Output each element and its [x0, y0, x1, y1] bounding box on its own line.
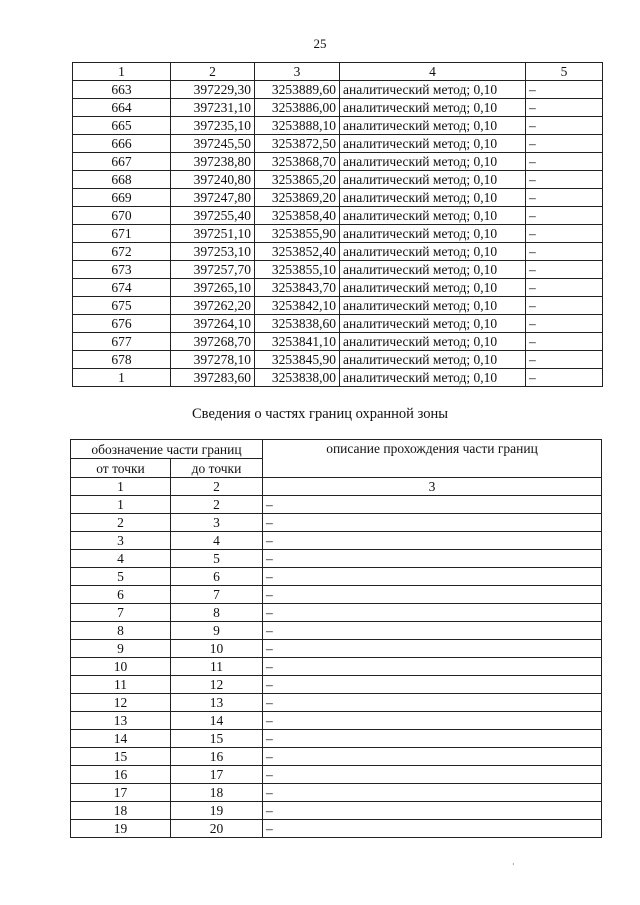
method-accuracy: аналитический метод; 0,10: [340, 243, 526, 261]
header-from-point: от точки: [71, 459, 171, 478]
to-point: 13: [171, 694, 263, 712]
y-coordinate: 3253852,40: [255, 243, 340, 261]
x-coordinate: 397238,80: [171, 153, 255, 171]
table-row: [71, 640, 602, 658]
to-point: 3: [171, 514, 263, 532]
section-title: Сведения о частях границ охранной зоны: [192, 406, 448, 422]
point-number: 665: [73, 117, 171, 135]
description: –: [263, 748, 602, 766]
table-row: [73, 189, 603, 207]
method-accuracy: аналитический метод; 0,10: [340, 189, 526, 207]
from-point: 11: [71, 676, 171, 694]
description: –: [263, 622, 602, 640]
method-accuracy: аналитический метод; 0,10: [340, 135, 526, 153]
from-point: 14: [71, 730, 171, 748]
method-accuracy: аналитический метод; 0,10: [340, 279, 526, 297]
to-point: 11: [171, 658, 263, 676]
from-point: 6: [71, 586, 171, 604]
x-coordinate: 397283,60: [171, 369, 255, 387]
note: –: [526, 135, 603, 153]
y-coordinate: 3253841,10: [255, 333, 340, 351]
to-point: 17: [171, 766, 263, 784]
description: –: [263, 532, 602, 550]
header-row: [71, 440, 602, 459]
note: –: [526, 171, 603, 189]
table-row: [73, 243, 603, 261]
from-point: 9: [71, 640, 171, 658]
note: –: [526, 279, 603, 297]
col-number-5: 5: [526, 63, 603, 81]
description: –: [263, 766, 602, 784]
table-row: [71, 712, 602, 730]
method-accuracy: аналитический метод; 0,10: [340, 207, 526, 225]
x-coordinate: 397229,30: [171, 81, 255, 99]
description: –: [263, 586, 602, 604]
x-coordinate: 397245,50: [171, 135, 255, 153]
from-point: 19: [71, 820, 171, 838]
table-row: [73, 135, 603, 153]
table-row: [71, 550, 602, 568]
method-accuracy: аналитический метод; 0,10: [340, 99, 526, 117]
from-point: 2: [71, 514, 171, 532]
to-point: 15: [171, 730, 263, 748]
table-row: [73, 351, 603, 369]
x-coordinate: 397262,20: [171, 297, 255, 315]
table-row: [71, 676, 602, 694]
method-accuracy: аналитический метод; 0,10: [340, 171, 526, 189]
to-point: 7: [171, 586, 263, 604]
from-point: 12: [71, 694, 171, 712]
description: –: [263, 640, 602, 658]
table-row: [73, 153, 603, 171]
from-point: 10: [71, 658, 171, 676]
description: –: [263, 694, 602, 712]
from-point: 8: [71, 622, 171, 640]
header-group: обозначение части границ: [71, 440, 263, 459]
from-point: 18: [71, 802, 171, 820]
from-point: 13: [71, 712, 171, 730]
table-row: [73, 279, 603, 297]
y-coordinate: 3253838,60: [255, 315, 340, 333]
to-point: 2: [171, 496, 263, 514]
method-accuracy: аналитический метод; 0,10: [340, 225, 526, 243]
note: –: [526, 189, 603, 207]
table-row: [73, 207, 603, 225]
y-coordinate: 3253855,10: [255, 261, 340, 279]
column-number-row: [73, 63, 603, 81]
col-number-2: 2: [171, 63, 255, 81]
description: –: [263, 730, 602, 748]
x-coordinate: 397253,10: [171, 243, 255, 261]
note: –: [526, 261, 603, 279]
x-coordinate: 397231,10: [171, 99, 255, 117]
method-accuracy: аналитический метод; 0,10: [340, 117, 526, 135]
boundary-parts-table: [70, 439, 602, 838]
table-row: [71, 820, 602, 838]
method-accuracy: аналитический метод; 0,10: [340, 351, 526, 369]
table-row: [71, 514, 602, 532]
col-number-1: 1: [71, 478, 171, 496]
point-number: 672: [73, 243, 171, 261]
description: –: [263, 784, 602, 802]
x-coordinate: 397247,80: [171, 189, 255, 207]
table-row: [71, 730, 602, 748]
point-number: 663: [73, 81, 171, 99]
point-number: 674: [73, 279, 171, 297]
description: –: [263, 802, 602, 820]
x-coordinate: 397251,10: [171, 225, 255, 243]
y-coordinate: 3253869,20: [255, 189, 340, 207]
y-coordinate: 3253858,40: [255, 207, 340, 225]
description: –: [263, 550, 602, 568]
from-point: 4: [71, 550, 171, 568]
description: –: [263, 712, 602, 730]
description: –: [263, 514, 602, 532]
to-point: 6: [171, 568, 263, 586]
x-coordinate: 397255,40: [171, 207, 255, 225]
point-number: 664: [73, 99, 171, 117]
description: –: [263, 604, 602, 622]
point-number: 678: [73, 351, 171, 369]
table-row: [73, 315, 603, 333]
coordinates-table: [72, 62, 603, 387]
x-coordinate: 397268,70: [171, 333, 255, 351]
x-coordinate: 397235,10: [171, 117, 255, 135]
method-accuracy: аналитический метод; 0,10: [340, 333, 526, 351]
table-row: [73, 261, 603, 279]
to-point: 8: [171, 604, 263, 622]
note: –: [526, 81, 603, 99]
x-coordinate: 397257,70: [171, 261, 255, 279]
table-row: [71, 766, 602, 784]
note: –: [526, 297, 603, 315]
note: –: [526, 351, 603, 369]
method-accuracy: аналитический метод; 0,10: [340, 369, 526, 387]
header-to-point: до точки: [171, 459, 263, 478]
from-point: 16: [71, 766, 171, 784]
from-point: 15: [71, 748, 171, 766]
table-row: [71, 586, 602, 604]
from-point: 7: [71, 604, 171, 622]
to-point: 12: [171, 676, 263, 694]
point-number: 671: [73, 225, 171, 243]
y-coordinate: 3253838,00: [255, 369, 340, 387]
y-coordinate: 3253868,70: [255, 153, 340, 171]
note: –: [526, 369, 603, 387]
table-row: [71, 694, 602, 712]
note: –: [526, 333, 603, 351]
y-coordinate: 3253865,20: [255, 171, 340, 189]
from-point: 17: [71, 784, 171, 802]
col-number-3: 3: [255, 63, 340, 81]
table-row: [71, 532, 602, 550]
to-point: 14: [171, 712, 263, 730]
table-row: [71, 658, 602, 676]
col-number-1: 1: [73, 63, 171, 81]
table-row: [73, 297, 603, 315]
from-point: 3: [71, 532, 171, 550]
description: –: [263, 658, 602, 676]
y-coordinate: 3253855,90: [255, 225, 340, 243]
speck: ·: [512, 860, 515, 869]
method-accuracy: аналитический метод; 0,10: [340, 153, 526, 171]
to-point: 9: [171, 622, 263, 640]
table-row: [73, 225, 603, 243]
table-row: [71, 604, 602, 622]
method-accuracy: аналитический метод; 0,10: [340, 315, 526, 333]
y-coordinate: 3253888,10: [255, 117, 340, 135]
note: –: [526, 153, 603, 171]
point-number: 666: [73, 135, 171, 153]
method-accuracy: аналитический метод; 0,10: [340, 261, 526, 279]
table-row: [71, 748, 602, 766]
to-point: 19: [171, 802, 263, 820]
description: –: [263, 820, 602, 838]
header-description: описание прохождения части границ: [263, 440, 602, 478]
to-point: 16: [171, 748, 263, 766]
table-row: [73, 99, 603, 117]
table-row: [73, 117, 603, 135]
to-point: 4: [171, 532, 263, 550]
x-coordinate: 397278,10: [171, 351, 255, 369]
table-row: [73, 81, 603, 99]
note: –: [526, 207, 603, 225]
point-number: 670: [73, 207, 171, 225]
table-row: [71, 622, 602, 640]
to-point: 5: [171, 550, 263, 568]
y-coordinate: 3253843,70: [255, 279, 340, 297]
point-number: 677: [73, 333, 171, 351]
to-point: 10: [171, 640, 263, 658]
column-number-row: [71, 478, 602, 496]
description: –: [263, 568, 602, 586]
table-row: [73, 369, 603, 387]
x-coordinate: 397265,10: [171, 279, 255, 297]
y-coordinate: 3253842,10: [255, 297, 340, 315]
table-row: [71, 802, 602, 820]
note: –: [526, 243, 603, 261]
y-coordinate: 3253886,00: [255, 99, 340, 117]
table-row: [71, 784, 602, 802]
x-coordinate: 397264,10: [171, 315, 255, 333]
description: –: [263, 676, 602, 694]
col-number-4: 4: [340, 63, 526, 81]
table-row: [73, 171, 603, 189]
point-number: 676: [73, 315, 171, 333]
point-number: 673: [73, 261, 171, 279]
method-accuracy: аналитический метод; 0,10: [340, 297, 526, 315]
method-accuracy: аналитический метод; 0,10: [340, 81, 526, 99]
note: –: [526, 315, 603, 333]
point-number: 669: [73, 189, 171, 207]
y-coordinate: 3253872,50: [255, 135, 340, 153]
col-number-2: 2: [171, 478, 263, 496]
note: –: [526, 117, 603, 135]
point-number: 1: [73, 369, 171, 387]
y-coordinate: 3253845,90: [255, 351, 340, 369]
point-number: 675: [73, 297, 171, 315]
description: –: [263, 496, 602, 514]
page-number: 25: [313, 36, 327, 51]
to-point: 20: [171, 820, 263, 838]
note: –: [526, 225, 603, 243]
to-point: 18: [171, 784, 263, 802]
from-point: 5: [71, 568, 171, 586]
table-row: [73, 333, 603, 351]
y-coordinate: 3253889,60: [255, 81, 340, 99]
table-row: [71, 496, 602, 514]
col-number-3: 3: [263, 478, 602, 496]
x-coordinate: 397240,80: [171, 171, 255, 189]
point-number: 668: [73, 171, 171, 189]
from-point: 1: [71, 496, 171, 514]
table-row: [71, 568, 602, 586]
point-number: 667: [73, 153, 171, 171]
note: –: [526, 99, 603, 117]
